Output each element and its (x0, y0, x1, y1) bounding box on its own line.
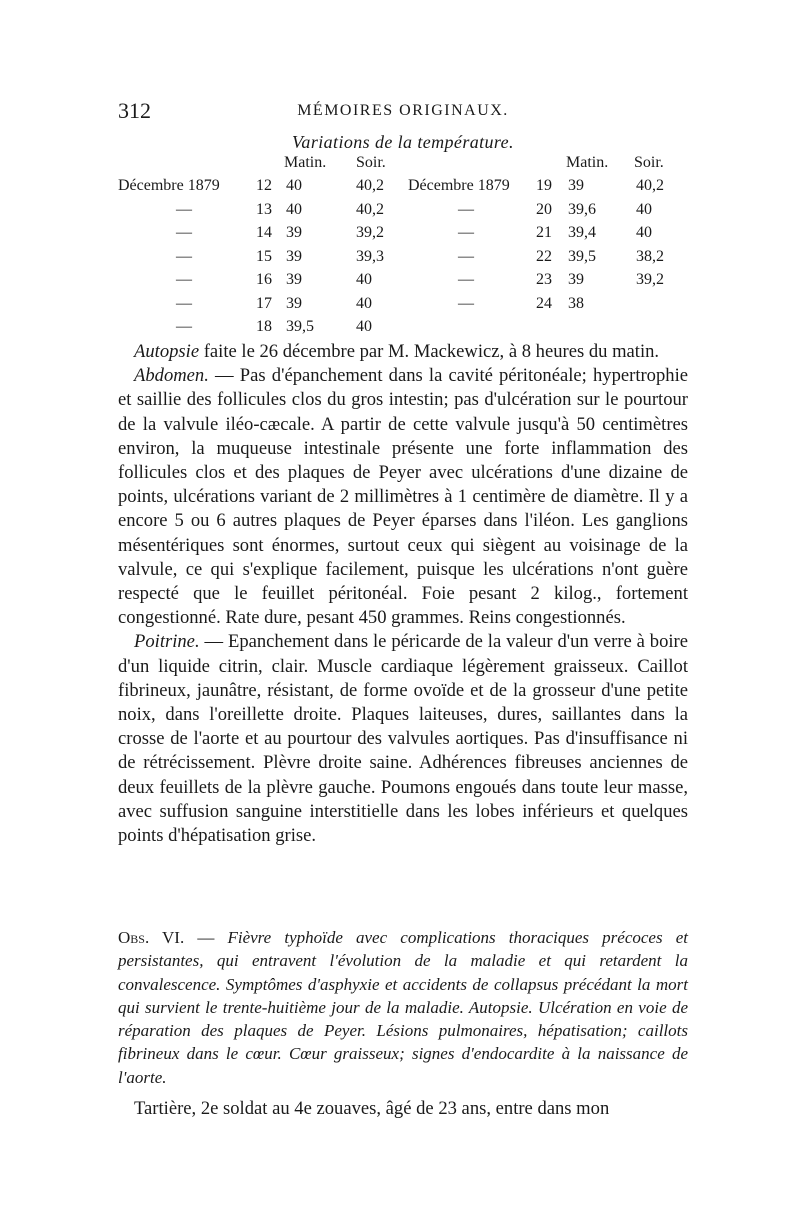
table-left-soir-cell: 39,2 (356, 224, 384, 241)
col-header-matin-left: Matin. (284, 154, 327, 171)
table-left-soir-cell: 39,3 (356, 247, 384, 265)
table-left-matin-cell: 39 (286, 294, 302, 312)
table-right-matin-cell: 39,6 (568, 200, 596, 218)
table-right-month-cell: — (458, 200, 474, 218)
table-right-month-cell: — (458, 224, 474, 241)
autopsie-paragraph (118, 340, 688, 364)
table-left-soir-cell: 40 (356, 318, 372, 335)
poitrine-label: Poitrine. (134, 631, 200, 653)
page-header (118, 98, 688, 128)
page-number: 312 (118, 98, 151, 123)
table-left-soir-cell: 40,2 (356, 200, 384, 218)
table-left-matin-cell: 39 (286, 247, 302, 265)
col-header-soir-left: Soir. (356, 154, 386, 171)
table-right-soir-cell: 40,2 (636, 177, 664, 194)
table-left-month-cell: — (176, 247, 192, 265)
table-left-soir-cell: 40 (356, 294, 372, 312)
table-left-day-cell: 12 (256, 177, 272, 194)
table-left-day-cell: 15 (256, 247, 272, 265)
table-right-month-cell: — (458, 271, 474, 288)
table-left-day-cell: 13 (256, 200, 272, 218)
autopsy-section (118, 340, 688, 848)
table-left-month-cell: — (176, 271, 192, 288)
table-left-matin-cell: 40 (286, 177, 302, 194)
abdomen-label: Abdomen. (134, 365, 209, 387)
table-left-month-cell: — (176, 318, 192, 335)
table-left-month-cell: Décembre 1879 (118, 177, 220, 194)
table-right-month-cell: — (458, 247, 474, 265)
case-intro-line: Tartière, 2e soldat au 4e zouaves, âgé de 23 ans, entre dans mon (134, 1098, 610, 1119)
table-right-month-cell: — (458, 294, 474, 312)
table-left-day-cell: 18 (256, 318, 272, 335)
table-right-matin-cell: 38 (568, 294, 584, 312)
table-right-day-cell: 23 (536, 271, 552, 288)
col-header-soir-right: Soir. (634, 154, 664, 171)
table-right-matin-cell: 39 (568, 271, 584, 288)
table-right-matin-cell: 39,4 (568, 224, 596, 241)
observation-dash: — (184, 928, 228, 947)
observation-label: Obs. VI. (118, 928, 185, 947)
poitrine-text: — Epanchement dans le péricarde de la valeur d'un verre à boire d'un liquide citrin, clair. Muscle cardiaque légèrement graisseux. Caillot fibrineux, jaunâtre, résistant, de forme ovoïde et de la grosseur d'une petite noix, dans l'oreillette droite. Plaques laiteuses, dures, saillantes dans la crosse de l'aorte et au pourtour des valvules aortiques. Pas d'insuffisance ni de rétrécissement. Plèvre droite saine. Adhérences fibreuses anciennes de deux feuillets de la plèvre gauche. Poumons engoués dans toute leur masse, avec suffusion sanguine interstitielle dans les lobes inférieurs et quelques points d'hépatisation grise. (118, 631, 688, 847)
table-right-matin-cell: 39,5 (568, 247, 596, 265)
temperature-table (118, 150, 688, 335)
table-left-day-cell: 14 (256, 224, 272, 241)
autopsie-label: Autopsie (134, 341, 200, 362)
observation-summary: Fièvre typhoïde avec complications thoraciques précoces et persistantes, qui entravent l'évolution de la maladie et qui retardent la convalescence. Symptômes d'asphyxie et accidents de collapsus précédant la mort qui survient le trente-huitième jour de la maladie. Autopsie. Ulcération en voie de réparation des plaques de Peyer. Lésions pulmonaires, hépatisation; caillots fibrineux dans le cœur. Cœur graisseux; signes d'endocardite à la naissance de l'aorte. (118, 928, 688, 1087)
table-right-month-cell: Décembre 1879 (408, 177, 510, 194)
table-right-day-cell: 20 (536, 200, 552, 218)
table-left-day-cell: 17 (256, 294, 272, 312)
col-header-matin-right: Matin. (566, 154, 609, 171)
table-right-day-cell: 19 (536, 177, 552, 194)
poitrine-paragraph (118, 630, 688, 848)
table-left-month-cell: — (176, 224, 192, 241)
table-left-month-cell: — (176, 294, 192, 312)
table-right-day-cell: 21 (536, 224, 552, 241)
table-right-matin-cell: 39 (568, 177, 584, 194)
table-right-soir-cell: 40 (636, 200, 652, 218)
table-left-day-cell: 16 (256, 271, 272, 288)
running-head: MÉMOIRES ORIGINAUX. (297, 102, 509, 119)
table-left-matin-cell: 39 (286, 224, 302, 241)
table-left-month-cell: — (176, 200, 192, 218)
abdomen-paragraph (118, 364, 688, 630)
table-right-soir-cell: 40 (636, 224, 652, 241)
observation-heading (118, 926, 688, 1089)
table-right-day-cell: 24 (536, 294, 552, 312)
table-right-soir-cell: 39,2 (636, 271, 664, 288)
observation-paragraph (118, 926, 688, 1089)
abdomen-text: — Pas d'épanchement dans la cavité péritonéale; hypertrophie et saillie des follicules clos du gros intestin; pas d'ulcération sur le pourtour de la valvule iléo-cæcale. A partir de cette valvule jusqu'à 50 centimètres environ, la muqueuse intestinale présente une forte inflammation des follicules clos et des plaques de Peyer avec ulcérations d'une dizaine de points, ulcérations variant de 2 millimètres à 1 centimère de diamètre. Il y a encore 5 ou 6 autres plaques de Peyer éparses dans l'iléon. Les ganglions mésentériques sont énormes, surtout ceux qui siègent au voisinage de la valvule, ce qui s'explique facilement, puisque les ulcérations n'ont guère respecté que le feuillet péritonéal. Foie pesant 2 kilog., fortement congestionné. Rate dure, pesant 450 grammes. Reins congestionnés. (118, 365, 688, 629)
table-left-soir-cell: 40 (356, 271, 372, 288)
table-left-matin-cell: 39,5 (286, 318, 314, 335)
table-left-matin-cell: 39 (286, 271, 302, 288)
table-left-soir-cell: 40,2 (356, 177, 384, 194)
table-right-soir-cell: 38,2 (636, 247, 664, 265)
table-left-matin-cell: 40 (286, 200, 302, 218)
table-title: Variations de la température. (292, 132, 514, 152)
table-right-day-cell: 22 (536, 247, 552, 265)
autopsie-text: faite le 26 décembre par M. Mackewicz, à 8 heures du matin. (199, 341, 660, 362)
